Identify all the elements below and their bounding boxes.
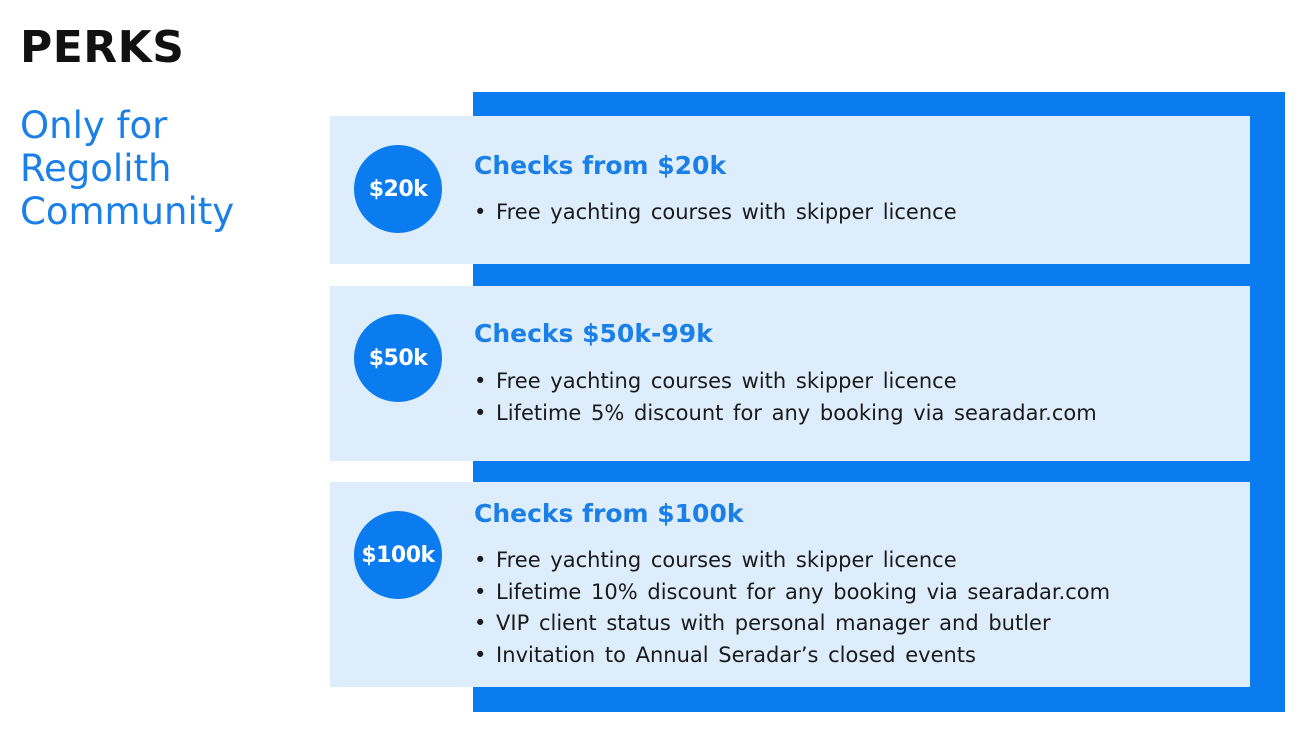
perk-item: • Free yachting courses with skipper licence [474, 548, 957, 572]
perk-list [474, 545, 1110, 671]
perk-item: • Free yachting courses with skipper licence [474, 200, 957, 224]
perk-item: • Invitation to Annual Seradar’s closed events [474, 642, 976, 667]
page-title: PERKS [20, 22, 185, 73]
tier-badge: $100k [354, 511, 442, 599]
tier-badge: $50k [354, 314, 442, 402]
perk-item: • Free yachting courses with skipper licence [474, 369, 957, 393]
perk-item: • VIP client status with personal manager and butler [474, 611, 1051, 635]
tier-title: Checks from $20k [474, 151, 727, 180]
perk-list [474, 366, 1097, 429]
tier-title: Checks $50k-99k [474, 319, 713, 348]
tier-card-50k [330, 286, 1250, 461]
perk-item: • Lifetime 10% discount for any booking via searadar.com [474, 579, 1111, 604]
tier-card-100k [330, 482, 1250, 687]
tier-title: Checks from $100k [474, 499, 744, 528]
tier-badge: $20k [354, 145, 442, 233]
perk-list [474, 197, 957, 229]
tier-card-20k [330, 116, 1250, 264]
page-subtitle: Only for Regolith Community [20, 104, 235, 233]
perk-item: • Lifetime 5% discount for any booking via searadar.com [474, 400, 1097, 425]
